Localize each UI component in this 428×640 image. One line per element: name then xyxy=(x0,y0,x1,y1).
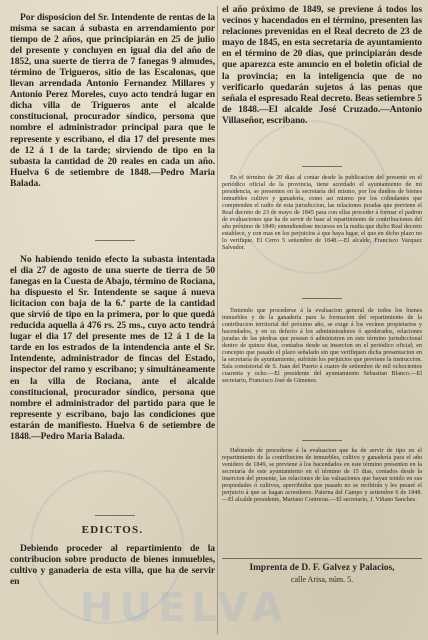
printer-imprint xyxy=(222,562,422,586)
notice-subasta-rociana: No habiendo tenido efecto la subasta intentada el dia 27 de agosto de una suerte de tierra de 50 fanegas en la Cuesta de Abajo, término de Rociana, ha dispuesto el Sr. Intendente se saque á nueva licitacion con baja de la 6.ª parte de la cantidad que sirvió de tipo en la primera, por lo que quedá reducida aquella á 476 rs. 25 ms., cuyo acto tendrá lugar el dia 17 del presente mes de 12 á 1 de la tarde en los estrados de la intendencia ante el Sr. Intendente, administrador de fincas del Estado, inspector del ramo y escribano; y simultáneamente en la villa de Rociana, ante el alcalde constitucional, procurador síndico, persona que nombre el administrador del partido para que le represente y escribano, bajo las condiciones que estarán de manifiesto. Huelva 6 de setiembre de 1848.—Pedro Maria Balada. xyxy=(10,254,215,442)
separator-rule xyxy=(302,298,342,299)
column-divider xyxy=(217,6,218,634)
edict-el-cerro: En el término de 20 dias al contar desde la publicacion del presente en el periódico oficial de la provincia, tiene acordado el ayuntamiento de mi presidencia, se presenten en la secretaría del mismo, por los dueños de bienes inmuebles cultivo y ganadería, como asi mismo por los colindantes que comprenden el radio de esta jurisdiccion, las relaciones juradas que previene el Real decreto de 23 de mayo de 1845 para con ellas proceder á formar el padron de evaluaciones que ha de servir de base al repartimiento de contribuciones del año próximo de 1849; entendiendose incursos en la multa que dicho Real decreto establece, y con mas en los perjuicios á que haya lugar, el que en dicho plazo no lo verifique. El Cerro 5 setiembre de 1848.—El alcalde, Francisco Vazquez Salvador. xyxy=(222,175,422,252)
imprint-rule xyxy=(222,558,422,559)
section-heading-edictos: EDICTOS. xyxy=(81,524,144,536)
separator-rule xyxy=(95,240,135,241)
edict-san-juan-del-puerto: Teniendo que procederse á la evaluacion general de todos los bienes inmuebles y de la ganadería para la formacion del repartimiento de la contribucion territorial del próximo año, se exige á los vecinos propietarios y hacendados, y en su defecto á los administradores ó apoderados, relaciones juradas de las piedras que posean ó administren en este término jurisdiccional dentro de quince dias, contados desde su insercion en el periódico oficial; en concepto que pasado el plazo señalado sin que verifiquen dicha presentacion en la secretaría de ayuntamiento, sufrirán los perjuicios que previene la instruccion. Sala consistorial de S. Juan del Puerto á cuatro de setiembre de mil ochocientos cuarenta y ocho.—El presidente del ayuntamiento Sebastian Blanco.—El secretario, Francisco José de Gimenez. xyxy=(222,308,422,385)
edict-beas-continuation: el año próximo de 1849, se previene á todos los vecinos y hacendados en el término, presenten las relaciones prevenidas en el Real decreto de 23 de mayo de 1845, en esta secretaría de ayuntamiento en el término de 20 dias, que principiarán desde que aparezca este anuncio en el boletin oficial de la provincia; en la inteligencia que de no verificarlo quedarán sujetos á las penas que señala el espresado Real decreto. Beas setiembre 5 de 1848.—El alcalde José Cruzado.—Antonio Villaseñor, escribano. xyxy=(222,4,422,126)
watermark: HUELVA xyxy=(80,585,289,631)
printer-name: Imprenta de D. F. Galvez y Palacios, xyxy=(249,563,395,573)
edict-paterna-del-campo: Habiendo de procederse á la evaluacion que ha de servir de tipo en el repartimiento de la contribucion de inmuebles, cultivo y ganadería para el año venidero de 1849, se previene á los hacendados en este término presenten en la secretaría de este ayuntamiento en el término de 15 dias, contados desde la insercion del presente, las relaciones de las valuaciones que hayan tenido en sus propiedades ó cultivos, apercibidos que pasado no se recibirán y les pesaré el perjuicio á que se hagan acreedores. Paterna del Campo y setiembre 6 de 1848.—El alcalde presidente, Mariano Contreras.—El secretario, J. Viñano Sanchez. xyxy=(222,448,422,504)
separator-rule xyxy=(302,166,342,167)
printer-address: calle Arisa, núm. 5. xyxy=(290,575,354,584)
edict-beas-start: Debiendo proceder al repartimiento de la contribucion sobre producto de bienes inmuebles, cultivo y ganaderia de esta villa, que ha de servir en xyxy=(10,543,215,588)
separator-rule xyxy=(302,440,342,441)
separator-rule xyxy=(95,515,135,516)
notice-subasta-trigueros: Por disposicion del Sr. Intendente de rentas de la misma se sacan á subasta en arrendamiento por tiempo de 2 años, que principiarán en 25 de julio del presente y concluyen en igual dia del año de 1852, una suerte de tierra de 7 fanegas 9 almudes, término de Trigueros, sitio de las Escalonas, que llevan arrendada Antonio Fernandez Millares y Antonio Perez Moreles, cuyo acto tendrá lugar en dicha villa de Trigueros ante el alcalde constitucional, procurador síndico, persona que nombre el administrador principal para que le represente y escribano, el dia 17 del presente mes de 12 á 1 de la tarde; sirviendo de tipo en la subasta la cantidad de 20 reales en cada un año. Huelva 6 de setiembre de 1848.—Pedro Maria Balada. xyxy=(10,12,215,189)
